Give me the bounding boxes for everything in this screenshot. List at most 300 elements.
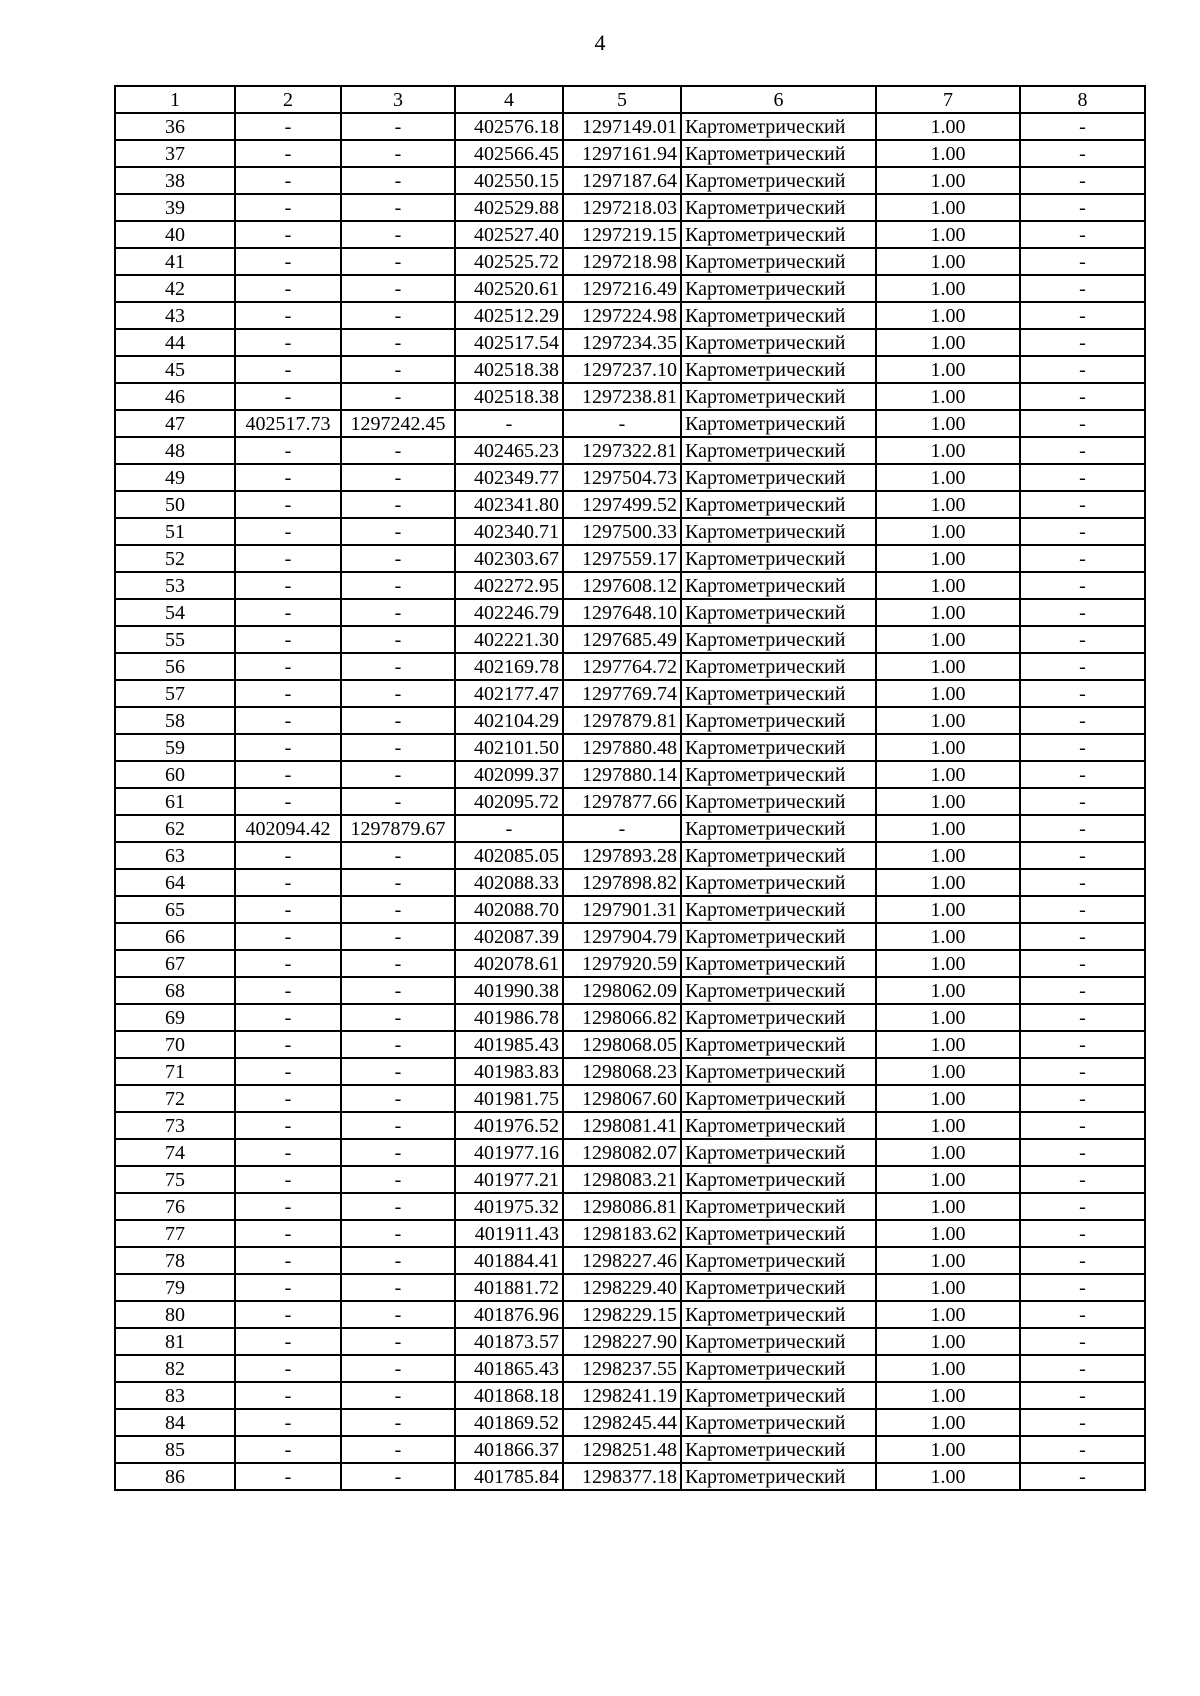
table-cell: Картометрический: [681, 1409, 876, 1436]
table-cell: 62: [115, 815, 235, 842]
table-cell: Картометрический: [681, 1382, 876, 1409]
table-cell: -: [235, 1220, 341, 1247]
table-cell: -: [341, 1382, 455, 1409]
table-cell: 1.00: [876, 1301, 1020, 1328]
table-row: [115, 167, 1145, 194]
table-cell: -: [1020, 815, 1145, 842]
table-cell: Картометрический: [681, 1328, 876, 1355]
table-cell: -: [1020, 545, 1145, 572]
table-cell: -: [1020, 140, 1145, 167]
table-cell: -: [1020, 1031, 1145, 1058]
table-cell: 1297764.72: [563, 653, 681, 680]
table-cell: Картометрический: [681, 1193, 876, 1220]
table-cell: 1298241.19: [563, 1382, 681, 1409]
table-cell: 402576.18: [455, 113, 563, 140]
table-cell: 1.00: [876, 788, 1020, 815]
table-cell: 1298245.44: [563, 1409, 681, 1436]
table-cell: -: [1020, 842, 1145, 869]
table-cell: -: [235, 572, 341, 599]
table-cell: 1.00: [876, 329, 1020, 356]
table-cell: 1.00: [876, 1193, 1020, 1220]
table-cell: 1.00: [876, 302, 1020, 329]
table-row: [115, 1220, 1145, 1247]
table-cell: 1298237.55: [563, 1355, 681, 1382]
table-cell: 1.00: [876, 167, 1020, 194]
table-cell: 1.00: [876, 140, 1020, 167]
table-cell: 401976.52: [455, 1112, 563, 1139]
table-cell: Картометрический: [681, 464, 876, 491]
table-row: [115, 1274, 1145, 1301]
table-cell: -: [341, 680, 455, 707]
table-cell: -: [1020, 1112, 1145, 1139]
table-cell: 66: [115, 923, 235, 950]
table-cell: 1.00: [876, 1409, 1020, 1436]
column-header: 2: [235, 86, 341, 113]
table-cell: Картометрический: [681, 842, 876, 869]
table-row: [115, 1031, 1145, 1058]
table-cell: -: [341, 1409, 455, 1436]
table-cell: 44: [115, 329, 235, 356]
table-cell: -: [341, 1301, 455, 1328]
table-cell: 401911.43: [455, 1220, 563, 1247]
table-cell: -: [341, 302, 455, 329]
table-cell: -: [1020, 1166, 1145, 1193]
table-cell: -: [341, 437, 455, 464]
table-cell: -: [1020, 761, 1145, 788]
table-cell: 1297237.10: [563, 356, 681, 383]
table-cell: -: [235, 545, 341, 572]
table-cell: -: [1020, 1328, 1145, 1355]
table-cell: 402099.37: [455, 761, 563, 788]
table-cell: 1297880.48: [563, 734, 681, 761]
table-cell: 1297920.59: [563, 950, 681, 977]
table-cell: -: [1020, 1382, 1145, 1409]
table-cell: -: [235, 653, 341, 680]
table-cell: -: [1020, 1004, 1145, 1031]
table-cell: -: [341, 950, 455, 977]
table-cell: -: [235, 140, 341, 167]
table-cell: -: [341, 1463, 455, 1490]
table-cell: Картометрический: [681, 761, 876, 788]
table-cell: 402221.30: [455, 626, 563, 653]
table-cell: -: [341, 518, 455, 545]
table-cell: 402518.38: [455, 356, 563, 383]
table-cell: -: [235, 221, 341, 248]
table-row: [115, 1436, 1145, 1463]
table-cell: Картометрический: [681, 248, 876, 275]
table-cell: 42: [115, 275, 235, 302]
table-cell: 1297238.81: [563, 383, 681, 410]
table-cell: -: [1020, 734, 1145, 761]
table-cell: 1.00: [876, 1247, 1020, 1274]
table-cell: 401983.83: [455, 1058, 563, 1085]
table-cell: -: [235, 1409, 341, 1436]
table-cell: -: [1020, 896, 1145, 923]
table-cell: 48: [115, 437, 235, 464]
table-cell: 402349.77: [455, 464, 563, 491]
table-cell: 1298377.18: [563, 1463, 681, 1490]
table-cell: Картометрический: [681, 1220, 876, 1247]
table-cell: Картометрический: [681, 1004, 876, 1031]
table-cell: 1297648.10: [563, 599, 681, 626]
table-row: [115, 221, 1145, 248]
table-cell: -: [1020, 977, 1145, 1004]
table-cell: 401990.38: [455, 977, 563, 1004]
table-cell: 1.00: [876, 896, 1020, 923]
table-cell: 76: [115, 1193, 235, 1220]
table-cell: 1.00: [876, 1355, 1020, 1382]
table-cell: -: [341, 1247, 455, 1274]
table-cell: -: [235, 1463, 341, 1490]
table-cell: Картометрический: [681, 329, 876, 356]
table-cell: -: [341, 896, 455, 923]
table-cell: -: [1020, 788, 1145, 815]
table-cell: -: [341, 1328, 455, 1355]
table-cell: -: [1020, 1058, 1145, 1085]
table-cell: Картометрический: [681, 194, 876, 221]
table-cell: -: [1020, 707, 1145, 734]
table-cell: 1.00: [876, 194, 1020, 221]
table-cell: 1298086.81: [563, 1193, 681, 1220]
table-cell: -: [341, 761, 455, 788]
table-row: [115, 734, 1145, 761]
table-cell: 81: [115, 1328, 235, 1355]
table-cell: 402169.78: [455, 653, 563, 680]
table-cell: -: [235, 167, 341, 194]
table-cell: 78: [115, 1247, 235, 1274]
table-cell: 402517.73: [235, 410, 341, 437]
table-cell: -: [341, 1031, 455, 1058]
table-cell: 1.00: [876, 1166, 1020, 1193]
table-cell: -: [563, 410, 681, 437]
table-cell: -: [235, 302, 341, 329]
table-cell: -: [235, 518, 341, 545]
table-row: [115, 518, 1145, 545]
table-row: [115, 302, 1145, 329]
table-cell: -: [1020, 221, 1145, 248]
table-cell: -: [1020, 437, 1145, 464]
table-cell: 402088.33: [455, 869, 563, 896]
table-cell: 1297218.98: [563, 248, 681, 275]
table-cell: 55: [115, 626, 235, 653]
table-row: [115, 977, 1145, 1004]
table-cell: -: [235, 950, 341, 977]
table-cell: 47: [115, 410, 235, 437]
table-cell: 84: [115, 1409, 235, 1436]
table-cell: 70: [115, 1031, 235, 1058]
table-cell: 1.00: [876, 761, 1020, 788]
table-cell: 402512.29: [455, 302, 563, 329]
table-cell: 1.00: [876, 1436, 1020, 1463]
table-cell: -: [235, 437, 341, 464]
table-cell: -: [341, 707, 455, 734]
table-row: [115, 950, 1145, 977]
table-cell: 64: [115, 869, 235, 896]
table-cell: 1.00: [876, 653, 1020, 680]
table-cell: Картометрический: [681, 788, 876, 815]
table-cell: Картометрический: [681, 680, 876, 707]
table-row: [115, 842, 1145, 869]
table-cell: 1297187.64: [563, 167, 681, 194]
table-cell: -: [1020, 194, 1145, 221]
table-cell: 1297685.49: [563, 626, 681, 653]
table-cell: -: [341, 545, 455, 572]
table-row: [115, 707, 1145, 734]
table-cell: Картометрический: [681, 113, 876, 140]
table-cell: 401981.75: [455, 1085, 563, 1112]
table-cell: -: [1020, 680, 1145, 707]
table-row: [115, 1301, 1145, 1328]
table-cell: -: [235, 1166, 341, 1193]
table-cell: -: [341, 1058, 455, 1085]
table-cell: Картометрический: [681, 167, 876, 194]
page-number: 4: [594, 30, 606, 55]
table-cell: -: [1020, 167, 1145, 194]
table-cell: -: [1020, 383, 1145, 410]
table-cell: -: [1020, 950, 1145, 977]
table-cell: 1.00: [876, 950, 1020, 977]
table-cell: -: [1020, 329, 1145, 356]
table-cell: 1.00: [876, 1382, 1020, 1409]
table-cell: -: [341, 275, 455, 302]
table-cell: 39: [115, 194, 235, 221]
table-cell: 59: [115, 734, 235, 761]
table-cell: -: [235, 356, 341, 383]
table-cell: 73: [115, 1112, 235, 1139]
table-cell: Картометрический: [681, 707, 876, 734]
table-cell: -: [1020, 275, 1145, 302]
table-cell: -: [1020, 113, 1145, 140]
table-row: [115, 572, 1145, 599]
table-cell: -: [341, 923, 455, 950]
table-cell: 1.00: [876, 680, 1020, 707]
table-cell: Картометрический: [681, 815, 876, 842]
table-cell: 401865.43: [455, 1355, 563, 1382]
table-row: [115, 923, 1145, 950]
table-cell: -: [341, 194, 455, 221]
table-cell: 1298062.09: [563, 977, 681, 1004]
table-cell: -: [235, 680, 341, 707]
table-cell: Картометрический: [681, 1139, 876, 1166]
table-cell: 402341.80: [455, 491, 563, 518]
table-row: [115, 1193, 1145, 1220]
table-row: [115, 329, 1145, 356]
table-cell: -: [235, 491, 341, 518]
table-row: [115, 1058, 1145, 1085]
table-cell: 77: [115, 1220, 235, 1247]
table-cell: 1.00: [876, 1058, 1020, 1085]
table-cell: -: [235, 707, 341, 734]
table-cell: -: [341, 329, 455, 356]
table-cell: 1297879.67: [341, 815, 455, 842]
table-cell: 1.00: [876, 491, 1020, 518]
table-cell: Картометрический: [681, 275, 876, 302]
table-cell: -: [341, 356, 455, 383]
table-cell: 1297234.35: [563, 329, 681, 356]
table-cell: 1.00: [876, 275, 1020, 302]
table-cell: 402527.40: [455, 221, 563, 248]
table-cell: -: [235, 869, 341, 896]
table-cell: 1.00: [876, 1139, 1020, 1166]
table-cell: Картометрический: [681, 923, 876, 950]
table-cell: 43: [115, 302, 235, 329]
table-cell: -: [341, 1004, 455, 1031]
table-cell: Картометрический: [681, 734, 876, 761]
table-row: [115, 545, 1145, 572]
table-cell: 50: [115, 491, 235, 518]
table-cell: -: [341, 977, 455, 1004]
table-cell: 80: [115, 1301, 235, 1328]
table-row: [115, 815, 1145, 842]
table-cell: 1.00: [876, 545, 1020, 572]
table-cell: -: [235, 788, 341, 815]
table-cell: -: [1020, 1409, 1145, 1436]
table-cell: Картометрический: [681, 977, 876, 1004]
table-cell: -: [235, 761, 341, 788]
table-cell: 1.00: [876, 1112, 1020, 1139]
table-cell: -: [235, 275, 341, 302]
table-cell: 1298227.46: [563, 1247, 681, 1274]
table-cell: 402246.79: [455, 599, 563, 626]
table-cell: -: [235, 896, 341, 923]
table-cell: -: [235, 923, 341, 950]
table-cell: Картометрический: [681, 1355, 876, 1382]
table-cell: 402085.05: [455, 842, 563, 869]
table-cell: 1.00: [876, 1274, 1020, 1301]
table-row: [115, 896, 1145, 923]
table-cell: 1.00: [876, 599, 1020, 626]
table-row: [115, 1247, 1145, 1274]
table-cell: Картометрический: [681, 491, 876, 518]
table-cell: 1298067.60: [563, 1085, 681, 1112]
table-row: [115, 194, 1145, 221]
table-cell: 1297242.45: [341, 410, 455, 437]
table-cell: 36: [115, 113, 235, 140]
table-cell: -: [235, 734, 341, 761]
table-cell: 65: [115, 896, 235, 923]
table-cell: Картометрический: [681, 1274, 876, 1301]
table-cell: 401881.72: [455, 1274, 563, 1301]
table-cell: 1297499.52: [563, 491, 681, 518]
table-cell: 1.00: [876, 923, 1020, 950]
table-cell: Картометрический: [681, 896, 876, 923]
table-body: [115, 113, 1145, 1490]
table-cell: -: [235, 977, 341, 1004]
table-row: [115, 464, 1145, 491]
table-cell: -: [1020, 653, 1145, 680]
table-cell: 1.00: [876, 1463, 1020, 1490]
table-cell: -: [235, 1382, 341, 1409]
table-cell: 401977.21: [455, 1166, 563, 1193]
table-row: [115, 491, 1145, 518]
table-cell: Картометрический: [681, 599, 876, 626]
table-cell: -: [341, 1436, 455, 1463]
table-cell: -: [455, 815, 563, 842]
table-cell: Картометрический: [681, 545, 876, 572]
table-cell: 1.00: [876, 248, 1020, 275]
table-cell: -: [341, 491, 455, 518]
table-cell: -: [341, 1355, 455, 1382]
table-cell: 38: [115, 167, 235, 194]
table-row: [115, 113, 1145, 140]
table-cell: -: [1020, 464, 1145, 491]
table-cell: -: [341, 1139, 455, 1166]
table-cell: -: [235, 1139, 341, 1166]
table-cell: -: [563, 815, 681, 842]
table-cell: -: [1020, 1220, 1145, 1247]
table-cell: -: [235, 383, 341, 410]
table-cell: 1298068.23: [563, 1058, 681, 1085]
table-cell: Картометрический: [681, 1301, 876, 1328]
table-cell: 82: [115, 1355, 235, 1382]
table-cell: -: [341, 1220, 455, 1247]
table-cell: Картометрический: [681, 518, 876, 545]
table-cell: -: [1020, 1274, 1145, 1301]
table-cell: -: [235, 248, 341, 275]
table-cell: 1.00: [876, 815, 1020, 842]
table-cell: 1.00: [876, 1220, 1020, 1247]
table-cell: 45: [115, 356, 235, 383]
table-cell: 83: [115, 1382, 235, 1409]
table-cell: -: [1020, 923, 1145, 950]
table-cell: Картометрический: [681, 383, 876, 410]
table-cell: -: [1020, 1085, 1145, 1112]
table-row: [115, 1355, 1145, 1382]
table-cell: 401977.16: [455, 1139, 563, 1166]
table-cell: 401884.41: [455, 1247, 563, 1274]
table-cell: -: [1020, 1355, 1145, 1382]
table-cell: 1.00: [876, 977, 1020, 1004]
table-cell: -: [235, 1085, 341, 1112]
table-cell: Картометрический: [681, 140, 876, 167]
table-cell: -: [341, 599, 455, 626]
table-cell: -: [341, 464, 455, 491]
table-cell: 1.00: [876, 356, 1020, 383]
table-cell: -: [1020, 599, 1145, 626]
table-cell: -: [235, 1112, 341, 1139]
table-row: [115, 248, 1145, 275]
table-cell: -: [235, 329, 341, 356]
table-cell: 402094.42: [235, 815, 341, 842]
table-cell: 69: [115, 1004, 235, 1031]
table-cell: 58: [115, 707, 235, 734]
table-cell: -: [235, 599, 341, 626]
column-header: 8: [1020, 86, 1145, 113]
table-cell: 1.00: [876, 383, 1020, 410]
table-cell: 1.00: [876, 113, 1020, 140]
table-cell: 40: [115, 221, 235, 248]
table-cell: 1.00: [876, 842, 1020, 869]
table-row: [115, 599, 1145, 626]
table-cell: -: [235, 1247, 341, 1274]
table-row: [115, 275, 1145, 302]
table-row: [115, 1328, 1145, 1355]
table-cell: -: [235, 1058, 341, 1085]
table-cell: 71: [115, 1058, 235, 1085]
table-row: [115, 1463, 1145, 1490]
table-cell: 1297216.49: [563, 275, 681, 302]
table-cell: -: [341, 140, 455, 167]
column-header: 7: [876, 86, 1020, 113]
table-cell: -: [341, 1085, 455, 1112]
table-cell: 401873.57: [455, 1328, 563, 1355]
table-cell: 402272.95: [455, 572, 563, 599]
table-cell: Картометрический: [681, 1058, 876, 1085]
table-cell: 1297559.17: [563, 545, 681, 572]
table-cell: Картометрический: [681, 1085, 876, 1112]
table-cell: 1297504.73: [563, 464, 681, 491]
table-cell: 402087.39: [455, 923, 563, 950]
